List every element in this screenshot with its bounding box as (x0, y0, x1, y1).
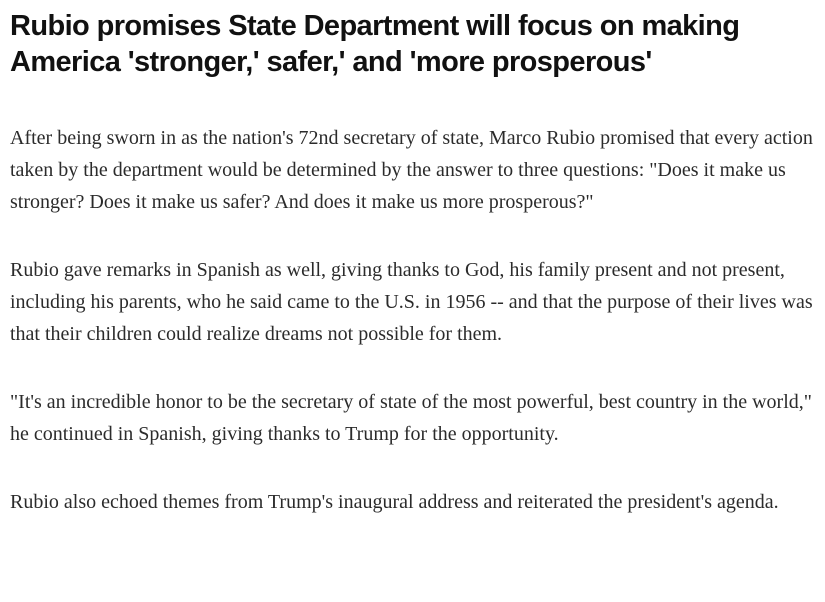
article-paragraph-3: "It's an incredible honor to be the secretary of state of the most powerful, best country in the world," he continued in Spanish, giving thanks to Trump for the opportunity. (10, 391, 812, 445)
article-paragraph-1: After being sworn in as the nation's 72nd secretary of state, Marco Rubio promised that every action taken by the department would be determined by the answer to three questions: "Does it make us stronger? Does it make us safer? And does it make us more prosperous?" (10, 127, 813, 213)
article-headline: Rubio promises State Department will focus on making America 'stronger,' safer,' and 'more prosperous' (10, 10, 740, 78)
article-paragraph-2: Rubio gave remarks in Spanish as well, giving thanks to God, his family present and not present, including his parents, who he said came to the U.S. in 1956 -- and that the purpose of their lives was that their children could realize dreams not possible for them. (10, 259, 813, 345)
article-paragraph-4: Rubio also echoed themes from Trump's inaugural address and reiterated the president's agenda. (10, 491, 779, 513)
